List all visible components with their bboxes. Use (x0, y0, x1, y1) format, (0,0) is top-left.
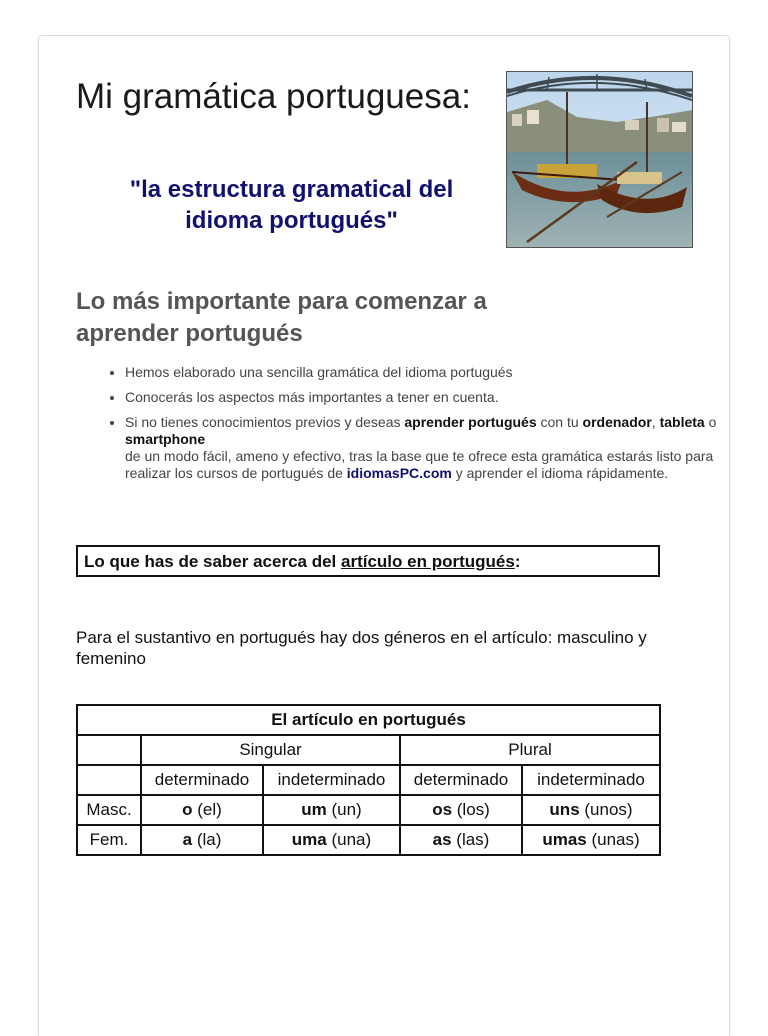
translation: (las) (451, 830, 490, 849)
translation: (unas) (586, 830, 640, 849)
bullet-text: de un modo fácil, ameno y efectivo, tras la base que te ofrece esta gramática estarás listo para realizar los cursos de portugués de (125, 448, 714, 481)
bullet-text: y aprender el idioma rápidamente. (451, 465, 669, 481)
table-cell (522, 825, 660, 855)
box-heading-text: Lo que has de saber acerca del (84, 552, 342, 571)
article-form: um (301, 800, 327, 819)
table-cell (400, 795, 522, 825)
porto-rabelo-boats-photo (506, 71, 693, 248)
row-label: Masc. (77, 795, 141, 825)
table-header: Plural (400, 735, 660, 765)
bullet-text: , (651, 414, 660, 430)
table-row (77, 825, 660, 855)
table-cell (77, 765, 141, 795)
table-cell (263, 795, 400, 825)
table-subheader: indeterminado (263, 765, 400, 795)
table-subheader: determinado (141, 765, 263, 795)
table-row (77, 795, 660, 825)
bullet-text: o (704, 414, 717, 430)
section-heading: Lo más importante para comenzar a aprender portugués (76, 288, 487, 347)
row-label: Fem. (77, 825, 141, 855)
article-form: uns (549, 800, 580, 819)
table-subheader: indeterminado (522, 765, 660, 795)
subtitle: "la estructura gramatical del idioma portugués" (129, 176, 454, 234)
intro-bullet-list (76, 364, 740, 490)
table-cell (522, 795, 660, 825)
table-cell (141, 825, 263, 855)
translation: (la) (192, 830, 222, 849)
article-link[interactable]: artículo en portugués (341, 552, 515, 571)
table-cell (77, 735, 141, 765)
article-form: uma (291, 830, 327, 849)
table-caption: El artículo en portugués (77, 705, 660, 735)
table-cell (263, 825, 400, 855)
bullet-text: Si no tienes conocimientos previos y deseas (125, 414, 405, 430)
table-cell (400, 825, 522, 855)
bold-text: smartphone (125, 431, 206, 447)
translation: (un) (326, 800, 362, 819)
article-form: as (432, 830, 452, 849)
bullet-text: Conocerás los aspectos más importantes a tener en cuenta. (125, 389, 499, 405)
table-cell (141, 795, 263, 825)
translation: (una) (326, 830, 372, 849)
gender-paragraph: Para el sustantivo en portugués hay dos géneros en el artículo: masculino y femenino (76, 628, 647, 668)
article-form: umas (542, 830, 587, 849)
document-page (38, 35, 730, 1036)
article-form: os (432, 800, 453, 819)
translation: (el) (192, 800, 222, 819)
article-form: a (182, 830, 193, 849)
table-row (77, 765, 660, 795)
table-subheader: determinado (400, 765, 522, 795)
translation: (los) (452, 800, 490, 819)
bold-text: tableta (659, 414, 705, 430)
list-item (125, 364, 740, 381)
table-header: Singular (141, 735, 400, 765)
idiomaspc-link[interactable]: idiomasPC.com (346, 465, 452, 481)
bullet-text: Hemos elaborado una sencilla gramática del idioma portugués (125, 364, 513, 380)
translation: (unos) (579, 800, 633, 819)
box-heading-colon: : (514, 552, 521, 571)
table-row (77, 705, 660, 735)
bold-text: ordenador (582, 414, 652, 430)
bullet-text: con tu (536, 414, 583, 430)
bold-text: aprender portugués (404, 414, 537, 430)
article-form: o (182, 800, 193, 819)
list-item (125, 414, 740, 482)
list-item (125, 389, 740, 406)
table-row (77, 735, 660, 765)
article-table (76, 704, 661, 856)
article-section-heading-box (76, 545, 660, 577)
page-title: Mi gramática portuguesa: (76, 77, 471, 116)
